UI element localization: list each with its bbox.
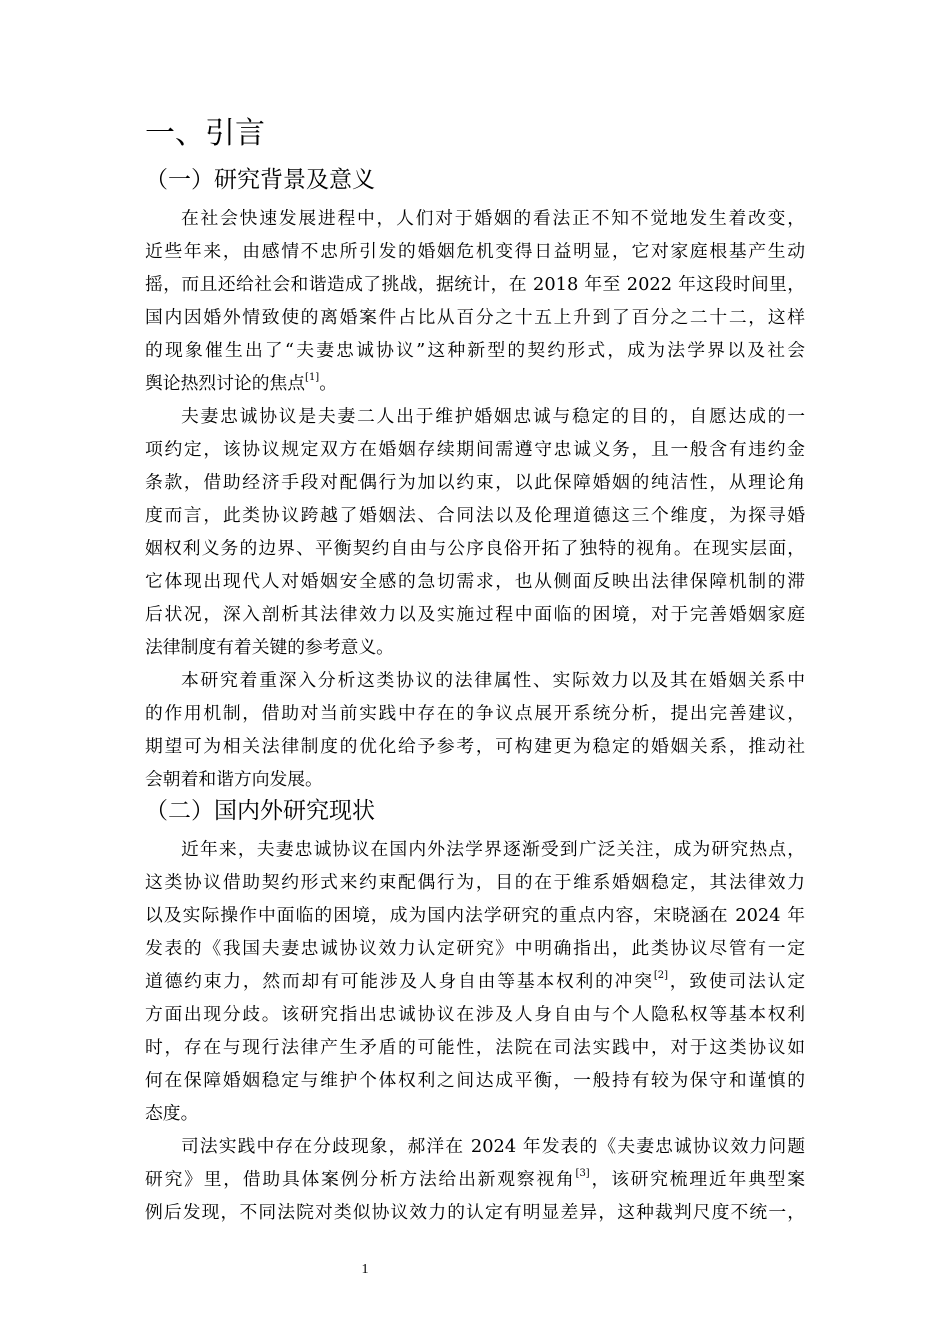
text-line: 方面出现分歧。该研究指出忠诚协议在涉及人身自由与个人隐私权等基本权利 [145,1004,805,1025]
text-line: 这类协议借助契约形式来约束配偶行为，目的在于维系婚姻稳定，其法律效力 [145,872,805,893]
paragraph-background-3 [145,664,805,796]
text-line: 后状况，深入剖析其法律效力以及实施过程中面临的困境，对于完善婚姻家庭 [145,604,805,625]
text-line: 期望可为相关法律制度的优化给予参考，可构建更为稳定的婚姻关系，推动社 [145,736,805,757]
text-line: 它体现出现代人对婚姻安全感的急切需求，也从侧面反映出法律保障机制的滞 [145,571,805,592]
text-line: 本研究着重深入分析这类协议的法律属性、实际效力以及其在婚姻关系中 [181,670,805,691]
text-line: 态度。 [145,1103,199,1124]
paragraph-background-1 [145,202,805,400]
text-line: 姻权利义务的边界、平衡契约自由与公序良俗开拓了独特的视角。在现实层面， [145,538,805,559]
text-line: 发表的《我国夫妻忠诚协议效力认定研究》中明确指出，此类协议尽管有一定 [145,938,805,959]
text-line: 会朝着和谐方向发展。 [145,769,323,790]
text-line: 的作用机制，借助对当前实践中存在的争议点展开系统分析，提出完善建议， [145,703,805,724]
line-text: 舆论热烈讨论的焦点 [145,373,306,394]
text-line [145,1163,805,1196]
citation-marker: [3] [575,1168,590,1179]
section-heading-research-status: （二）国内外研究现状 [145,798,375,824]
text-line: 以及实际操作中面临的困境，成为国内法学研究的重点内容，宋晓涵在 2024 年 [145,905,805,926]
text-line: 的现象催生出了“夫妻忠诚协议”这种新型的契约形式，成为法学界以及社会 [145,340,805,361]
text-line: 摇，而且还给社会和谐造成了挑战，据统计，在 2018 年至 2022 年这段时间里， [145,274,805,295]
line-text: ，致使司法认定 [667,971,805,992]
chapter-heading: 一、引言 [145,116,265,151]
text-line: 条款，借助经济手段对配偶行为加以约束，以此保障婚姻的纯洁性，从理论角 [145,472,805,493]
line-text: 。 [319,373,338,394]
text-line: 国内因婚外情致使的离婚案件占比从百分之十五上升到了百分之二十二，这样 [145,307,805,328]
line-text: 道德约束力，然而却有可能涉及人身自由等基本权利的冲突 [145,971,654,992]
text-line: 例后发现，不同法院对类似协议效力的认定有明显差异，这种裁判尺度不统一， [145,1202,805,1223]
text-line: 项约定，该协议规定双方在婚姻存续期间需遵守忠诚义务，且一般含有违约金 [145,439,805,460]
text-line: 夫妻忠诚协议是夫妻二人出于维护婚姻忠诚与稳定的目的，自愿达成的一 [181,406,805,427]
line-text: ，该研究梳理近年典型案 [589,1169,805,1190]
paragraph-background-2 [145,400,805,664]
section-heading-background: （一）研究背景及意义 [145,167,375,193]
text-line [145,367,805,400]
page-number: 1 [361,1262,369,1277]
text-line: 司法实践中存在分歧现象，郝洋在 2024 年发表的《夫妻忠诚协议效力问题 [181,1136,805,1157]
text-line: 近年来，夫妻忠诚协议在国内外法学界逐渐受到广泛关注，成为研究热点， [181,839,805,860]
text-line: 时，存在与现行法律产生矛盾的可能性，法院在司法实践中，对于这类协议如 [145,1037,805,1058]
paragraph-research-status-1 [145,833,805,1130]
text-line: 在社会快速发展进程中，人们对于婚姻的看法正不知不觉地发生着改变， [181,208,805,229]
text-line: 近些年来，由感情不忠所引发的婚姻危机变得日益明显，它对家庭根基产生动 [145,241,805,262]
text-line: 度而言，此类协议跨越了婚姻法、合同法以及伦理道德这三个维度，为探寻婚 [145,505,805,526]
paragraph-research-status-2 [145,1130,805,1229]
text-line [145,965,805,998]
text-line: 法律制度有着关键的参考意义。 [145,637,394,658]
citation-marker: [1] [305,372,320,383]
text-line: 何在保障婚姻稳定与维护个体权利之间达成平衡，一般持有较为保守和谨慎的 [145,1070,805,1091]
citation-marker: [2] [653,970,668,981]
line-text: 研究》里，借助具体案例分析方法给出新观察视角 [145,1169,576,1190]
